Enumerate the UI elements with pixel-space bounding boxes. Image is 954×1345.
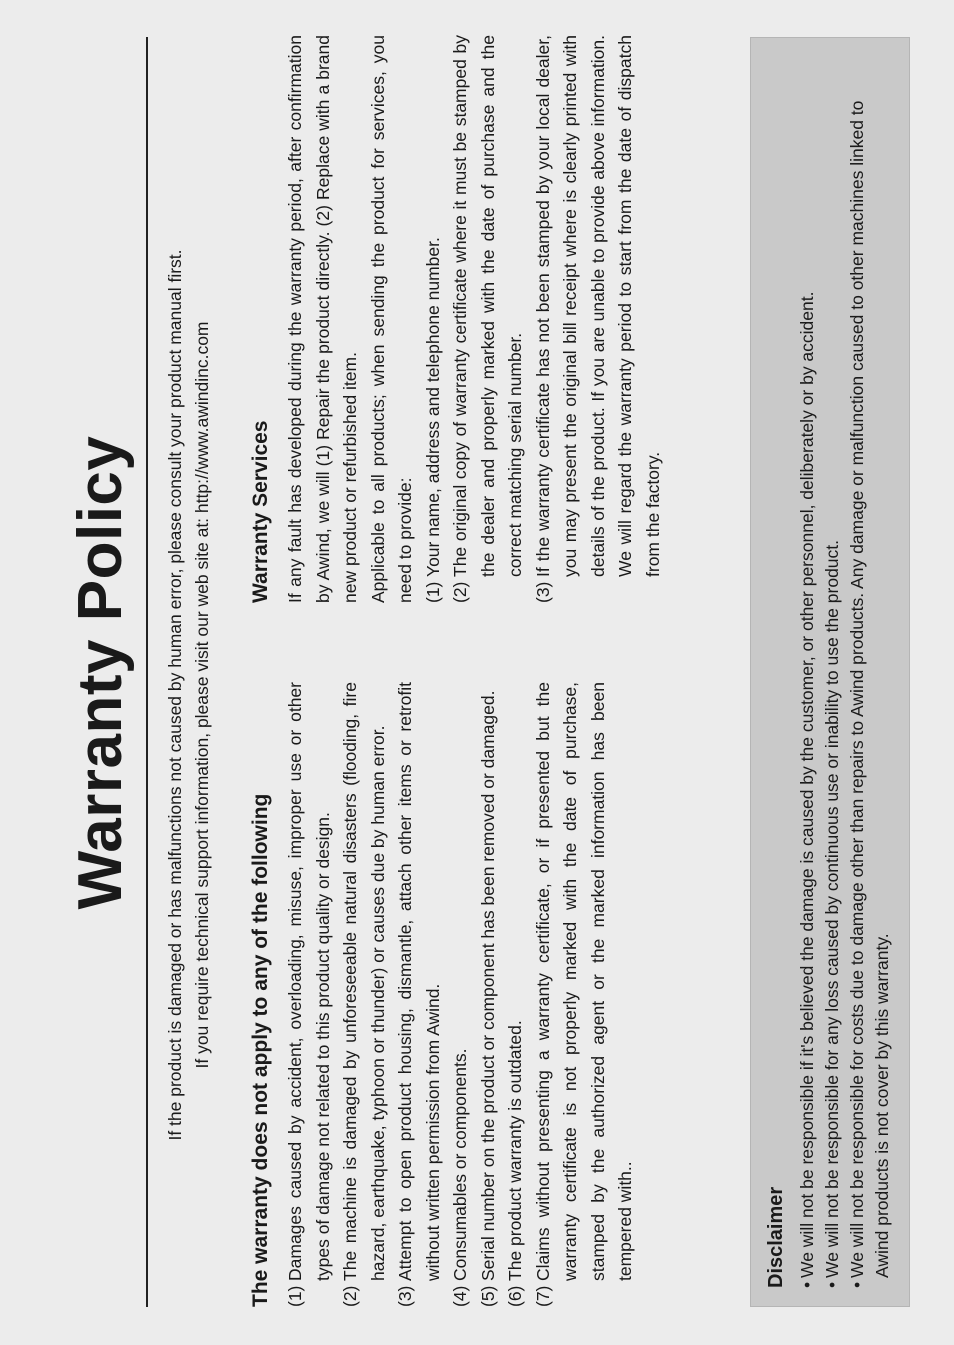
list-item xyxy=(447,682,475,1307)
disclaimer-heading: Disclaimer xyxy=(765,1186,787,1288)
title-divider xyxy=(146,37,148,1307)
item-text: If the warranty certificate has not been stamped by your local dealer, you may present the original bill receipt where is clearly printed with details of the product. If you are unable to provide above information. We will regard the warranty period to start from the date of dispatch from the factory. xyxy=(532,35,663,577)
list-item xyxy=(502,682,530,1307)
item-number: (2) xyxy=(450,581,470,603)
item-number: (1) xyxy=(285,1285,305,1307)
item-number: (3) xyxy=(395,1285,415,1307)
services-section xyxy=(248,35,667,603)
item-text: The machine is damaged by unforeseeable natural disasters (flooding, fire hazard, earthquake, typhoon or thunder) or causes due by human error. xyxy=(340,682,388,1281)
services-paragraph-2: Applicable to all products; when sending the product for services, you need to provide: xyxy=(367,35,415,603)
bullet-icon: • xyxy=(797,1281,817,1288)
list-item xyxy=(795,56,820,1288)
item-text: Serial number on the product or component has been removed or damaged. xyxy=(477,690,498,1281)
services-list xyxy=(420,35,668,603)
page-title: Warranty Policy xyxy=(66,435,135,910)
item-number: (2) xyxy=(340,1285,360,1307)
list-item xyxy=(475,682,503,1307)
item-text: Attempt to open product housing, dismantle, attach other items or retrofit without written permission from Awind. xyxy=(395,682,443,1281)
services-paragraph-1: If any fault has developed during the warranty period, after confirmation by Awind, we will (1) Repair the product directly. (2) Replace with a brand new product or refurbished item. xyxy=(285,35,360,603)
item-text: Damages caused by accident, overloading, misuse, improper use or other types of damage not related to this product quality or design. xyxy=(285,682,333,1281)
services-heading: Warranty Services xyxy=(249,420,272,603)
item-text: The product warranty is outdated. xyxy=(505,1020,525,1281)
item-text: The original copy of warranty certificate where it must be stamped by the dealer and properly marked with the date of purchase and the correct matching serial number. xyxy=(450,35,525,577)
exclusions-heading: The warranty does not apply to any of the following xyxy=(249,793,272,1307)
item-number: (6) xyxy=(505,1285,525,1307)
intro-line-2: If you require technical support information, please visit our web site at: http://www.awindinc.com xyxy=(192,321,212,1069)
exclusions-list xyxy=(282,682,640,1307)
item-number: (7) xyxy=(532,1285,553,1307)
item-text: Claims without presenting a warranty certificate, or if presented but the warranty certificate is not properly marked with the date of purchase, stamped by the authorized agent or the marked information has been tempered with.. xyxy=(532,682,635,1281)
list-item xyxy=(420,35,448,603)
item-number: (3) xyxy=(532,581,553,603)
item-number: (1) xyxy=(422,581,443,603)
item-text: Consumables or components. xyxy=(450,1048,470,1281)
item-text: We will not be responsible for costs due to damage other than repairs to Awind products. Any damage or malfunction caused to other machines linked to Awind products is not cover by this warranty. xyxy=(847,100,892,1278)
bullet-icon: • xyxy=(822,1281,842,1288)
intro-line-1: If the product is damaged or has malfunctions not caused by human error, please consult your product manual first. xyxy=(165,249,185,1141)
bullet-icon: • xyxy=(847,1281,867,1288)
item-text: Your name, address and telephone number. xyxy=(422,237,443,577)
list-item xyxy=(282,682,337,1307)
item-text: We will not be responsible if it's believed the damage is caused by the customer, or other personnel, deliberately or by accident. xyxy=(797,291,817,1278)
exclusions-section xyxy=(248,682,640,1307)
item-number: (4) xyxy=(450,1285,470,1307)
list-item xyxy=(845,56,895,1288)
item-number: (5) xyxy=(477,1285,498,1307)
list-item xyxy=(530,35,668,603)
list-item xyxy=(530,682,640,1307)
list-item xyxy=(337,682,392,1307)
list-item xyxy=(447,35,530,603)
list-item xyxy=(820,56,845,1288)
intro-text xyxy=(162,145,216,1245)
disclaimer-box xyxy=(750,37,910,1307)
list-item xyxy=(392,682,447,1307)
item-text: We will not be responsible for any loss caused by continuous use or inability to use the product. xyxy=(822,539,842,1278)
